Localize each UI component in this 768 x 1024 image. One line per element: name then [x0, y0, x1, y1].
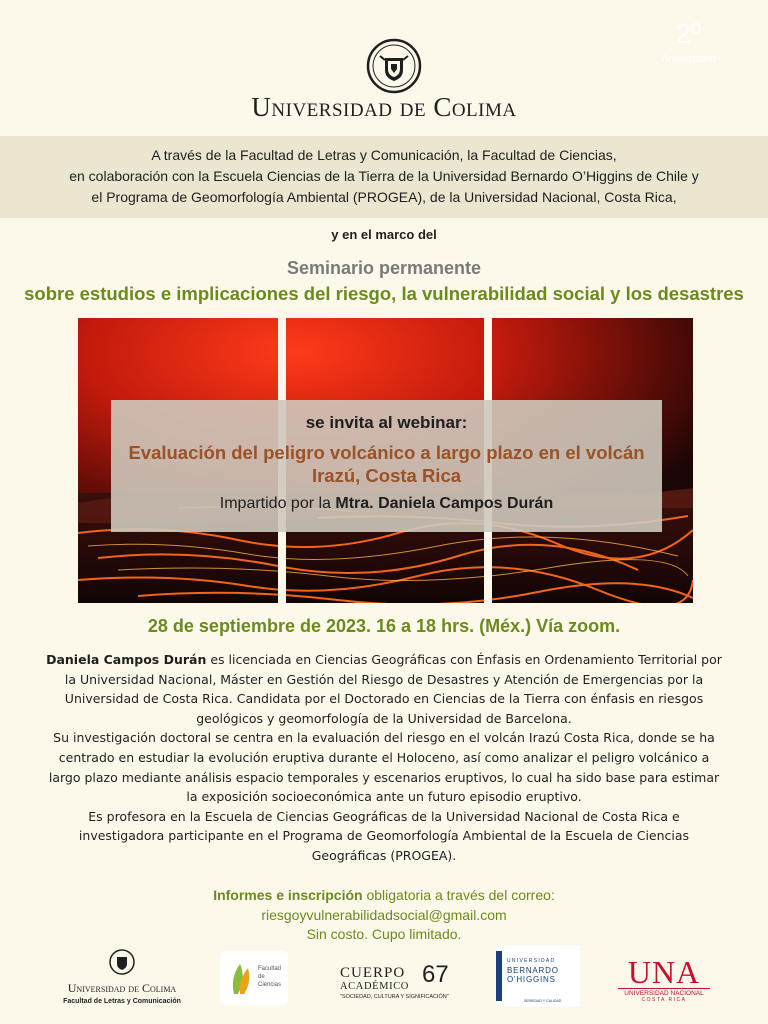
intro-line-1: A través de la Facultad de Letras y Comunicación, la Facultad de Ciencias,	[151, 147, 617, 163]
contact-label: Informes e inscripción	[213, 887, 363, 903]
webinar-title-line-2: Irazú, Costa Rica	[311, 465, 462, 486]
ubo-bar-icon	[496, 951, 502, 1001]
ca67-logo	[338, 961, 456, 1005]
ucol-name: Universidad de Colima	[67, 981, 177, 995]
ca-word-2: ACADÉMICO	[340, 981, 409, 992]
logos-footer	[0, 945, 768, 1020]
contact-label-rest: obligatoria a través del correo:	[362, 887, 555, 903]
seminar-subtitle: sobre estudios e implicaciones del riesgo, la vulnerabilidad social y los desastres	[24, 283, 744, 304]
ucol-logo	[62, 949, 182, 1005]
marco-text: y en el marco del	[331, 227, 437, 242]
bio-paragraph-1: es licenciada en Ciencias Geográficas con Énfasis en Ordenamiento Territorial por la Universidad Nacional, Máster en Gestión del Riesgo de Desastres y Atención de Emergencias por la Universidad de Costa Rica. Candidata por el Doctorado en Ciencias de la Tierra con énfasis en riesgos geológicos y geomorfología de la Universidad de Barcelona.	[64, 652, 722, 726]
university-name: Universidad de Colima	[251, 92, 517, 122]
ucol-crest-icon	[109, 949, 135, 975]
speaker-bio	[46, 650, 722, 866]
intro-line-2: en colaboración con la Escuela Ciencias de la Tierra de la Universidad Bernardo O’Higgins de Chile y	[69, 168, 699, 184]
university-crest-icon	[366, 38, 422, 94]
intro-line-3: el Programa de Geomorfología Ambiental (PROGEA), de la Universidad Nacional, Costa Rica,	[91, 189, 677, 205]
una-logo	[618, 954, 710, 1003]
ubo-logo	[496, 945, 580, 1007]
anniversary-number: 2º	[675, 18, 702, 49]
anniversary-badge	[661, 20, 716, 65]
ca-sub: "SOCIEDAD, CULTURA Y SIGNIFICACIÓN"	[340, 994, 449, 1000]
bio-paragraph-3: Es profesora en la Escuela de Ciencias Geográficas de la Universidad Nacional de Costa Rica e investigadora participante en el Programa de Geomorfología Ambiental de la Escuela de Ciencias Geográficas (PROGEA).	[78, 808, 690, 863]
seminar-title: Seminario permanente	[286, 258, 482, 278]
ca-word-1: CUERPO	[340, 965, 406, 981]
bio-paragraph-2: Su investigación doctoral se centra en la evaluación del riesgo en el volcán Irazú Costa Rica, donde se ha centrado en estudiar la evolución eruptiva durante el Holoceno, así como analizar el peligro volcánico a largo plazo mediante análisis espacio temporales y escenarios eruptivos, lo cual ha sido base para estimar la exposición socioeconómica ante un futuro episodio eruptivo.	[48, 730, 720, 805]
ca-number: 67	[422, 961, 449, 988]
ubo-text: UNIVERSIDAD BERNARDO O'HIGGINS	[507, 958, 559, 984]
fc-leaf-icon	[226, 958, 256, 998]
fc-text: Facultad de Ciencias	[258, 966, 282, 988]
webinar-box	[111, 400, 662, 532]
fc-logo	[220, 951, 288, 1005]
webinar-title-line-1: Evaluación del peligro volcánico a largo plazo en el volcán	[128, 442, 645, 463]
ucol-sub: Facultad de Letras y Comunicación	[63, 998, 181, 1005]
contact-info	[0, 886, 768, 945]
bio-name: Daniela Campos Durán	[46, 652, 207, 667]
contact-note: Sin costo. Cupo limitado.	[306, 926, 462, 942]
una-name: UNA	[627, 954, 701, 990]
contact-email-link[interactable]: riesgoyvulnerabilidadsocial@gmail.com	[261, 906, 507, 923]
una-line-2: COSTA RICA	[641, 997, 687, 1003]
webinar-invite: se invita al webinar:	[305, 413, 468, 432]
speaker-name: Mtra. Daniela Campos Durán	[335, 495, 554, 512]
una-line-1: UNIVERSIDAD NACIONAL	[618, 988, 710, 997]
webinar-speaker	[111, 495, 662, 513]
webinar-title	[111, 441, 662, 487]
event-date: 28 de septiembre de 2023. 16 a 18 hrs. (Méx.) Vía zoom.	[147, 616, 621, 636]
speaker-prefix: Impartido por la	[219, 495, 336, 512]
intro-band	[0, 136, 768, 218]
ubo-motto: SERIEDAD Y CALIDAD	[524, 999, 562, 1003]
anniversary-label: Aniversario	[660, 53, 716, 65]
